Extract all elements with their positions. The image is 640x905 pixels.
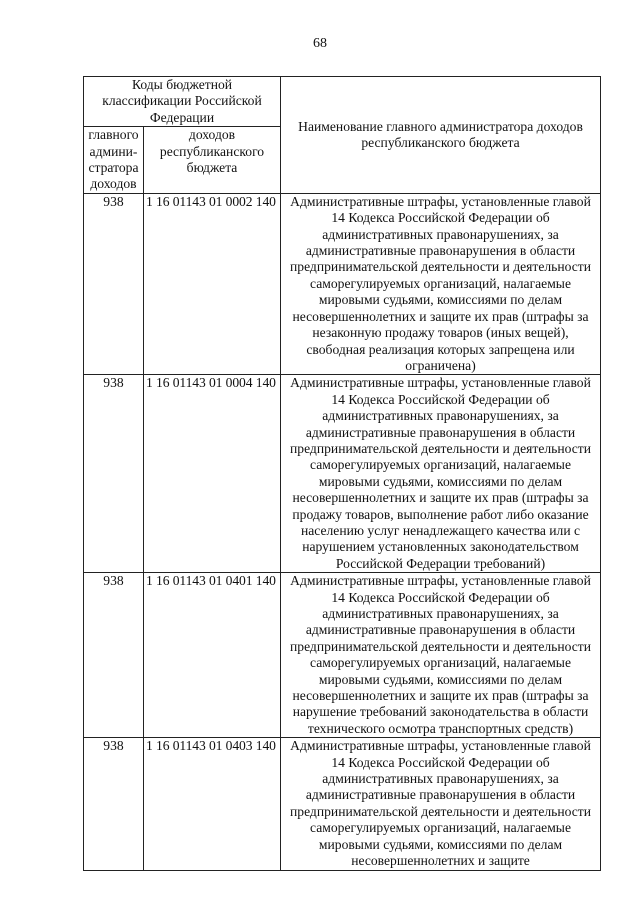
admin-code-cell: 938 [84,375,144,573]
table-row [84,375,601,573]
description-cell: Административные штрафы, установленные главой 14 Кодекса Российской Федерации об административных правонарушениях, за административные правонарушения в области предпринимательской деятельности и деятельности саморегулируемых организаций, налагаемые мировыми судьями, комиссиями по делам несовершеннолетних и защите их прав (штрафы за продажу товаров, выполнение работ либо оказание населению услуг ненадлежащего качества или с нарушением установленных законодательством Российской Федерации требований) [281,375,601,573]
description-cell: Административные штрафы, установленные главой 14 Кодекса Российской Федерации об административных правонарушениях, за административные правонарушения в области предпринимательской деятельности и деятельности саморегулируемых организаций, налагаемые мировыми судьями, комиссиями по делам несовершеннолетних и защите их прав (штрафы за незаконную продажу товаров (иных вещей), свободная реализация которых запрещена или ограничена) [281,193,601,374]
admin-code-cell: 938 [84,193,144,374]
budget-code-cell: 1 16 01143 01 0002 140 [144,193,281,374]
header-budget-income: доходов республиканского бюджета [144,127,281,194]
header-main-administrator: главного админи-стратора доходов [84,127,144,194]
description-cell: Административные штрафы, установленные главой 14 Кодекса Российской Федерации об административных правонарушениях, за административные правонарушения в области предпринимательской деятельности и деятельности саморегулируемых организаций, налагаемые мировыми судьями, комиссиями по делам несовершеннолетних и защите [281,738,601,870]
budget-code-cell: 1 16 01143 01 0401 140 [144,573,281,738]
table-row [84,193,601,374]
admin-code-cell: 938 [84,738,144,870]
table-row [84,738,601,870]
budget-code-cell: 1 16 01143 01 0004 140 [144,375,281,573]
description-cell: Административные штрафы, установленные главой 14 Кодекса Российской Федерации об административных правонарушениях, за административные правонарушения в области предпринимательской деятельности и деятельности саморегулируемых организаций, налагаемые мировыми судьями, комиссиями по делам несовершеннолетних и защите их прав (штрафы за нарушение требований законодательства в области технического осмотра транспортных средств) [281,573,601,738]
header-administrator-name: Наименование главного администратора доходов республиканского бюджета [281,77,601,194]
budget-code-cell: 1 16 01143 01 0403 140 [144,738,281,870]
page-number: 68 [313,36,327,51]
table-row [84,573,601,738]
header-classification-codes: Коды бюджетной классификации Российской Федерации [84,77,281,127]
budget-classification-table [83,76,601,871]
admin-code-cell: 938 [84,573,144,738]
